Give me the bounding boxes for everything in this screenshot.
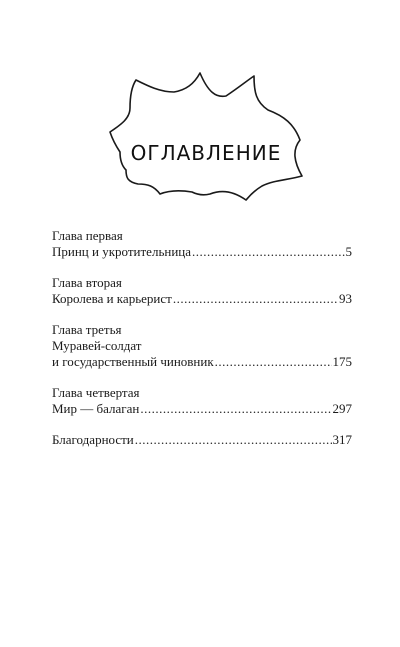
chapter-title: Королева и карьерист bbox=[52, 291, 172, 306]
dot-leader bbox=[135, 432, 332, 448]
toc-entry-chapter-1[interactable] bbox=[52, 228, 352, 260]
chapter-title: Мир — балаган bbox=[52, 401, 140, 416]
toc-entry-chapter-4[interactable] bbox=[52, 385, 352, 417]
page-number: 5 bbox=[345, 244, 352, 259]
chapter-label: Глава четвертая bbox=[52, 385, 140, 400]
page-title: ОГЛАВЛЕНИЕ bbox=[130, 141, 282, 165]
page-number: 317 bbox=[332, 432, 352, 447]
dot-leader bbox=[173, 291, 338, 307]
chapter-label: Глава первая bbox=[52, 228, 123, 243]
chapter-label: Глава третья bbox=[52, 322, 122, 337]
toc-entry-chapter-2[interactable] bbox=[52, 275, 352, 307]
dot-leader bbox=[140, 401, 331, 417]
chapter-title: и государственный чиновник bbox=[52, 354, 214, 369]
page-number: 93 bbox=[339, 291, 352, 306]
page-number: 175 bbox=[332, 354, 352, 369]
acknowledgements-title: Благодарности bbox=[52, 432, 134, 447]
toc-entry-chapter-3[interactable] bbox=[52, 322, 352, 370]
dot-leader bbox=[215, 354, 332, 370]
page-number: 297 bbox=[332, 401, 352, 416]
chapter-label: Глава вторая bbox=[52, 275, 122, 290]
toc-entry-acknowledgements[interactable] bbox=[52, 432, 352, 448]
chapter-title-line: Муравей-солдат bbox=[52, 338, 142, 353]
chapter-title: Принц и укротительница bbox=[52, 244, 192, 259]
speech-burst-frame bbox=[108, 70, 304, 202]
table-of-contents bbox=[52, 228, 352, 463]
burst-outline bbox=[110, 73, 302, 200]
dot-leader bbox=[192, 244, 344, 260]
